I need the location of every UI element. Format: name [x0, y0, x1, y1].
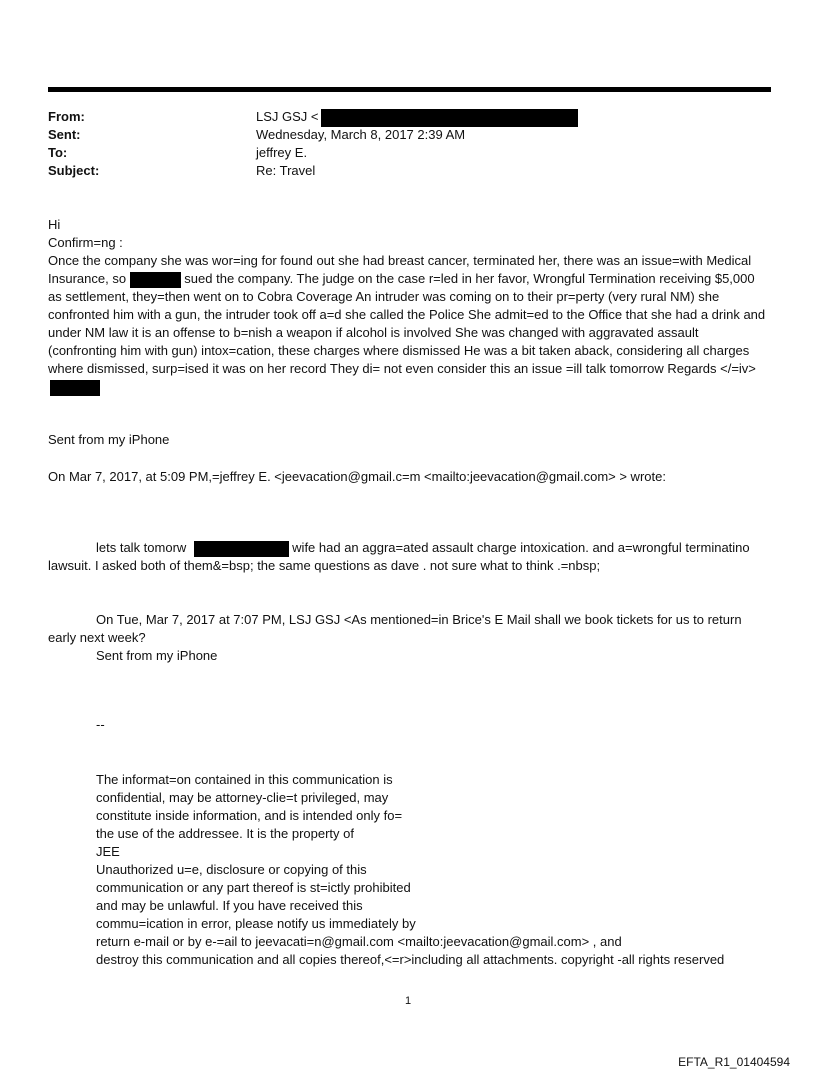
from-row — [48, 108, 748, 126]
disclaimer-line: destroy this communication and all copies thereof,<=r>including all attachments. copyright -all rights reserved — [96, 952, 725, 967]
greeting: Hi — [48, 217, 61, 232]
from-label: From: — [48, 109, 85, 124]
disclaimer-line: return e-mail or by e-=ail to jeevacati=n@gmail.com <mailto:jeevacation@gmail.com> , and — [96, 934, 622, 949]
email-header — [48, 108, 748, 180]
paragraph-part-1: Once the company she was wor=ing for found out she had breast cancer, terminated her, there was an issue=with Medical Insurance, so — [48, 253, 752, 286]
quoted-part-1: lets talk tomorw — [96, 540, 187, 555]
redaction-block — [130, 272, 181, 288]
to-value: jeffrey E. — [256, 145, 308, 160]
subject-label: Subject: — [48, 163, 100, 178]
disclaimer-line: The informat=on contained in this communication is — [96, 772, 393, 787]
message-paragraph — [48, 252, 768, 396]
signature-separator: -- — [96, 717, 105, 732]
disclaimer-line: communication or any part thereof is st=ictly prohibited — [96, 880, 411, 895]
sent-label: Sent: — [48, 127, 81, 142]
redaction-block — [50, 380, 100, 396]
earlier-message: On Tue, Mar 7, 2017 at 7:07 PM, LSJ GSJ <As mentioned=in Brice's E Mail shall we book tickets for us to return early next week? — [48, 612, 742, 645]
page-number: 1 — [404, 995, 412, 1007]
confidentiality-disclaimer — [96, 771, 776, 969]
quoted-part-2: wife had an aggra=ated assault charge intoxication. and a=wrongful terminatino lawsuit. I asked both of them&=bsp; the same questions as dave . not sure what to think .=nbsp; — [48, 540, 750, 573]
paragraph-part-2: sued the company. The judge on the case r=led in her favor, Wrongful Termination receiving $5,000 as settlement, they=then went on to Cobra Coverage An intruder was coming on to their pr=perty (very rural NM) she confronted him with a gun, the intruder took off a=d she called the Police She admit=ed to the Office that she had a drink and under NM law it is an offense to b=nish a weapon if alcohol is involved She was changed with aggravated assault (confronting him with gun) intox=cation, these charges where dismissed He was a bit taken aback, considering all charges where dismissed, surp=ised it was on her record They di= not even consider this an issue =ill talk tomorrow Regards </=iv> — [48, 271, 766, 376]
subject-value: Re: Travel — [256, 163, 316, 178]
header-rule — [48, 87, 771, 92]
sent-value: Wednesday, March 8, 2017 2:39 AM — [256, 127, 466, 142]
disclaimer-line: Unauthorized u=e, disclosure or copying of this — [96, 862, 367, 877]
disclaimer-line: commu=ication in error, please notify us immediately by — [96, 916, 416, 931]
document-id: EFTA_R1_01404594 — [678, 1055, 790, 1069]
quoted-reply — [48, 539, 768, 575]
quoted-attribution: On Mar 7, 2017, at 5:09 PM,=jeffrey E. <jeevacation@gmail.c=m <mailto:jeevacation@gmail.com> > wrote: — [48, 469, 666, 484]
to-row — [48, 144, 748, 162]
confirm-line: Confirm=ng : — [48, 235, 123, 250]
message-body — [48, 216, 768, 396]
sent-from-iphone: Sent from my iPhone — [48, 432, 170, 447]
earlier-sent-from-iphone: Sent from my iPhone — [96, 648, 218, 663]
redaction-block — [194, 541, 289, 557]
from-name: LSJ GSJ < — [256, 109, 319, 124]
disclaimer-line: confidential, may be attorney-clie=t privileged, may — [96, 790, 389, 805]
disclaimer-line: constitute inside information, and is intended only fo= — [96, 808, 403, 823]
subject-row — [48, 162, 748, 180]
sent-row — [48, 126, 748, 144]
from-value — [256, 108, 578, 127]
disclaimer-line: JEE — [96, 844, 120, 859]
redaction-block — [321, 109, 578, 127]
disclaimer-line: the use of the addressee. It is the property of — [96, 826, 354, 841]
disclaimer-line: and may be unlawful. If you have received this — [96, 898, 363, 913]
to-label: To: — [48, 145, 68, 160]
